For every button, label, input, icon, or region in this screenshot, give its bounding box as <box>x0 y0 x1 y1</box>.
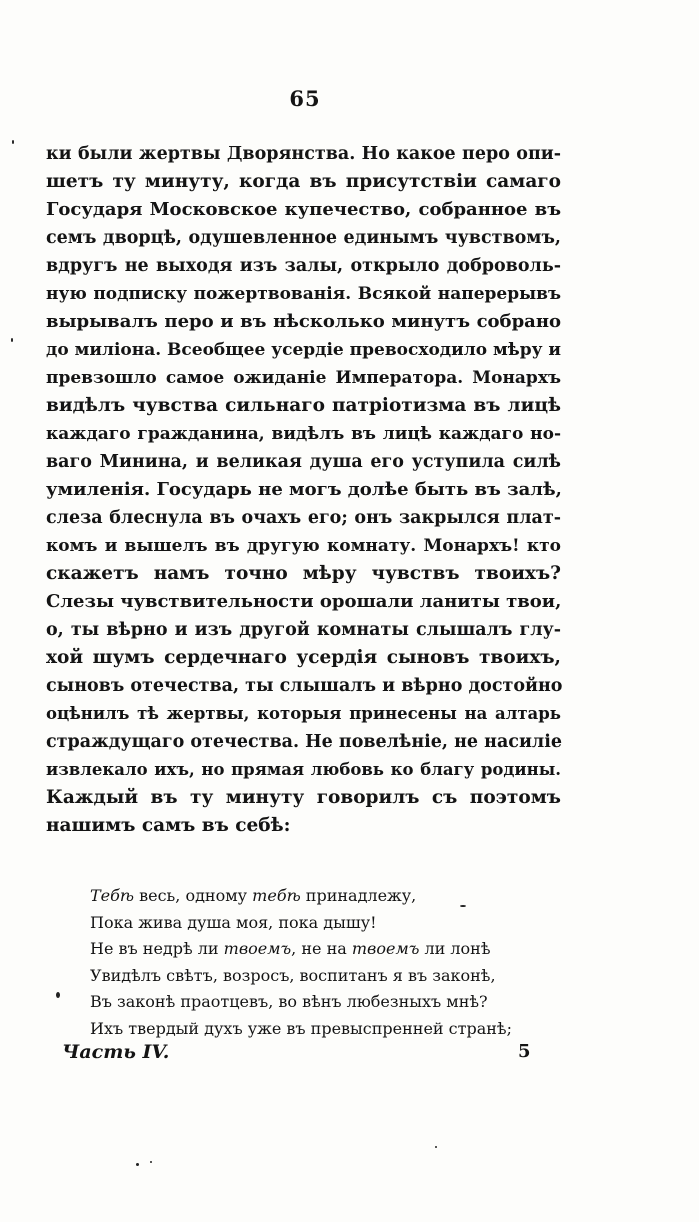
text-line: о, ты вѣрно и изъ другой комнаты слышалъ глу- <box>46 620 561 640</box>
verse-italic: Тебѣ <box>90 886 135 905</box>
text-line: вырывалъ перо и въ нѣсколько минутъ собрано <box>46 311 561 332</box>
verse-text: Ихъ твердый духъ уже въ превыспренней странѣ; <box>90 1018 512 1038</box>
text-line: хой шумъ сердечнаго усердія сыновъ твоихъ, <box>46 647 561 668</box>
verse-line <box>90 1016 570 1043</box>
verse-line <box>90 989 570 1016</box>
verse-line <box>90 936 570 963</box>
verse-line <box>90 883 570 910</box>
verse-italic: твоемъ <box>223 939 292 958</box>
text-line: видѣлъ чувства сильнаго патріотизма въ лицѣ <box>46 395 561 416</box>
print-speck <box>460 905 466 907</box>
text-line: оцѣнилъ тѣ жертвы, которыя принесены на алтарь <box>46 704 561 723</box>
verse-text: ли лонѣ <box>419 939 491 958</box>
text-line: страждущаго отечества. Не повелѣніе, не насиліе <box>46 732 563 752</box>
footer-part-label: Часть IV. <box>62 1041 170 1063</box>
text-line: скажетъ намъ точно мѣру чувствъ твоихъ? <box>46 563 561 584</box>
text-line: вдругъ не выходя изъ залы, открыло доброволь- <box>46 256 561 276</box>
print-speck <box>136 1163 139 1166</box>
signature-mark: 5 <box>518 1041 531 1062</box>
verse-text: Увидѣлъ свѣтъ, возросъ, воспитанъ я въ законѣ, <box>90 965 496 985</box>
text-line: превзошло самое ожиданіе Императора. Монархъ <box>46 368 561 388</box>
verse-block <box>90 883 570 1042</box>
text-line: комъ и вышелъ въ другую комнату. Монархъ! кто <box>46 536 561 556</box>
verse-text: Пока жива душа моя, пока дышу! <box>90 912 377 932</box>
print-speck <box>435 1146 437 1148</box>
page-number: 65 <box>289 86 321 111</box>
verse-text: Не въ недрѣ ли <box>90 939 224 958</box>
verse-text: принадлежу, <box>300 886 417 905</box>
print-speck <box>56 992 60 998</box>
text-line: ваго Минина, и великая душа его уступила силѣ <box>46 452 561 472</box>
text-line: Слезы чувствительности орошали ланиты твои, <box>46 591 562 612</box>
text-line: каждаго гражданина, видѣлъ въ лицѣ каждаго но- <box>46 424 561 444</box>
text-line: до миліона. Всеобщее усердіе превосходило мѣру и <box>46 340 561 360</box>
text-line: семъ дворцѣ, одушевленное единымъ чувствомъ, <box>46 228 561 248</box>
verse-line <box>90 910 570 937</box>
text-line: ки были жертвы Дворянства. Но какое перо опи- <box>46 144 561 164</box>
verse-italic: твоемъ <box>351 939 420 958</box>
text-line: умиленія. Государь не могъ долѣе быть въ залѣ, <box>46 479 562 500</box>
text-line: слеза блеснула въ очахъ его; онъ закрылся плат- <box>46 508 561 528</box>
text-line: сыновъ отечества, ты слышалъ и вѣрно достойно <box>46 676 563 696</box>
verse-italic: тебѣ <box>252 886 301 905</box>
text-line: извлекало ихъ, но прямая любовь ко благу родины. <box>46 760 561 779</box>
text-line: шетъ ту минуту, когда въ присутствіи самаго <box>46 171 561 192</box>
verse-text: , не на <box>291 939 352 958</box>
prose-paragraph <box>46 140 561 840</box>
print-speck <box>150 1161 152 1163</box>
text-line: нашимъ самъ въ себѣ: <box>46 815 291 836</box>
print-speck <box>11 338 13 342</box>
verse-text: весь, одному <box>134 886 253 905</box>
text-line: ную подписку пожертвованія. Всякой наперерывъ <box>46 284 561 304</box>
print-speck <box>12 140 14 144</box>
verse-line <box>90 963 570 990</box>
text-line: Каждый въ ту минуту говорилъ съ поэтомъ <box>46 787 561 808</box>
text-line: Государя Московское купечество, собранное въ <box>46 199 561 220</box>
verse-text: Въ законѣ праотцевъ, во вѣнъ любезныхъ мнѣ? <box>90 992 488 1011</box>
